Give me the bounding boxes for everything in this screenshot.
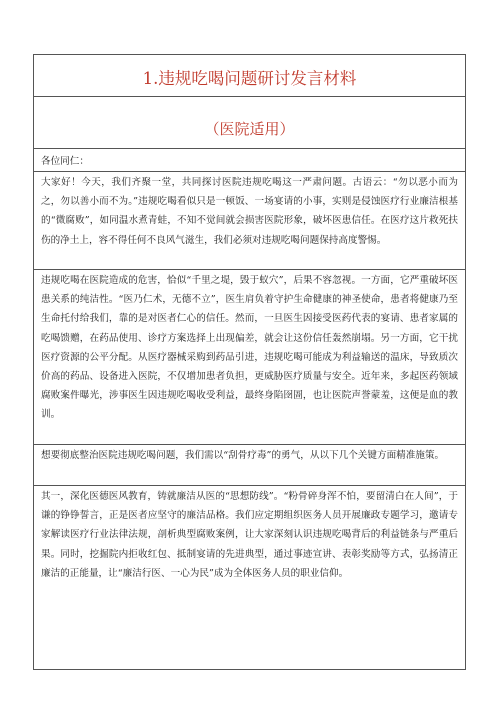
paragraph-measures-lead: 想要彻底整治医院违规吃喝问题，我们需以“刮骨疗毒”的勇气，从以下几个关键方面精准施策。 bbox=[41, 450, 445, 461]
divider bbox=[34, 148, 465, 149]
divider bbox=[34, 485, 465, 486]
paragraph-intro: 大家好！今天，我们齐聚一堂，共同探讨医院违规吃喝这一严肃问题。古语云：“勿以恶小而为之，勿以善小而不为。”违规吃喝看似只是一顿饭、一场宴请的小事，实则是侵蚀医疗行业廉洁根基的“微腐败”，如同温水煮青蛙，不知不觉间就会损害医院形象，破坏医患信任。在医疗这片救死扶伤的净土上，容不得任何不良风气滋生，我们必须对违规吃喝问题保持高度警惕。 bbox=[41, 177, 458, 246]
greeting: 各位同仁： bbox=[41, 156, 89, 167]
divider bbox=[34, 269, 465, 270]
document-subtitle: （医院适用） bbox=[204, 120, 295, 138]
divider bbox=[34, 171, 465, 172]
paragraph-measure-one: 其一，深化医德医风教育，铸就廉洁从医的“思想防线”。“粉骨碎身浑不怕，要留清白在人间”，于谦的铮铮誓言，正是医者应坚守的廉洁品格。我们应定期组织医务人员开展廉政专题学习，邀请专家解读医疗行业法律法规，剖析典型腐败案例，让大家深刻认识违规吃喝背后的利益链条与严重后果。同时，挖掘院内拒收红包、抵制宴请的先进典型，通过事迹宣讲、表彰奖励等方式，弘扬清正廉洁的正能量，让“廉洁行医、一心为民”成为全体医务人员的职业信仰。 bbox=[41, 491, 458, 579]
divider bbox=[34, 444, 465, 445]
divider bbox=[34, 96, 465, 97]
document-title: 1.违规吃喝问题研讨发言材料 bbox=[142, 69, 357, 88]
paragraph-harm: 违规吃喝在医院造成的危害，恰似“千里之堤，毁于蚁穴”，后果不容忽视。一方面，它严重破坏医患关系的纯洁性。“医乃仁术，无德不立”，医生肩负着守护生命健康的神圣使命，患者将健康乃至生命托付给我们，靠的是对医者仁心的信任。然而，一旦医生因接受医药代表的宴请、患者家属的吃喝馈赠，在药品使用、诊疗方案选择上出现偏差，就会让这份信任轰然崩塌。另一方面，它干扰医疗资源的公平分配。从医疗器械采购到药品引进，违规吃喝可能成为利益输送的温床，导致质次价高的药品、设备进入医院，不仅增加患者负担，更威胁医疗质量与安全。近年来，多起医药领域腐败案件曝光，涉事医生因违规吃喝收受利益，最终身陷囹圄，也让医院声誉蒙羞，这便是血的教训。 bbox=[41, 275, 458, 421]
document-table bbox=[33, 54, 466, 670]
